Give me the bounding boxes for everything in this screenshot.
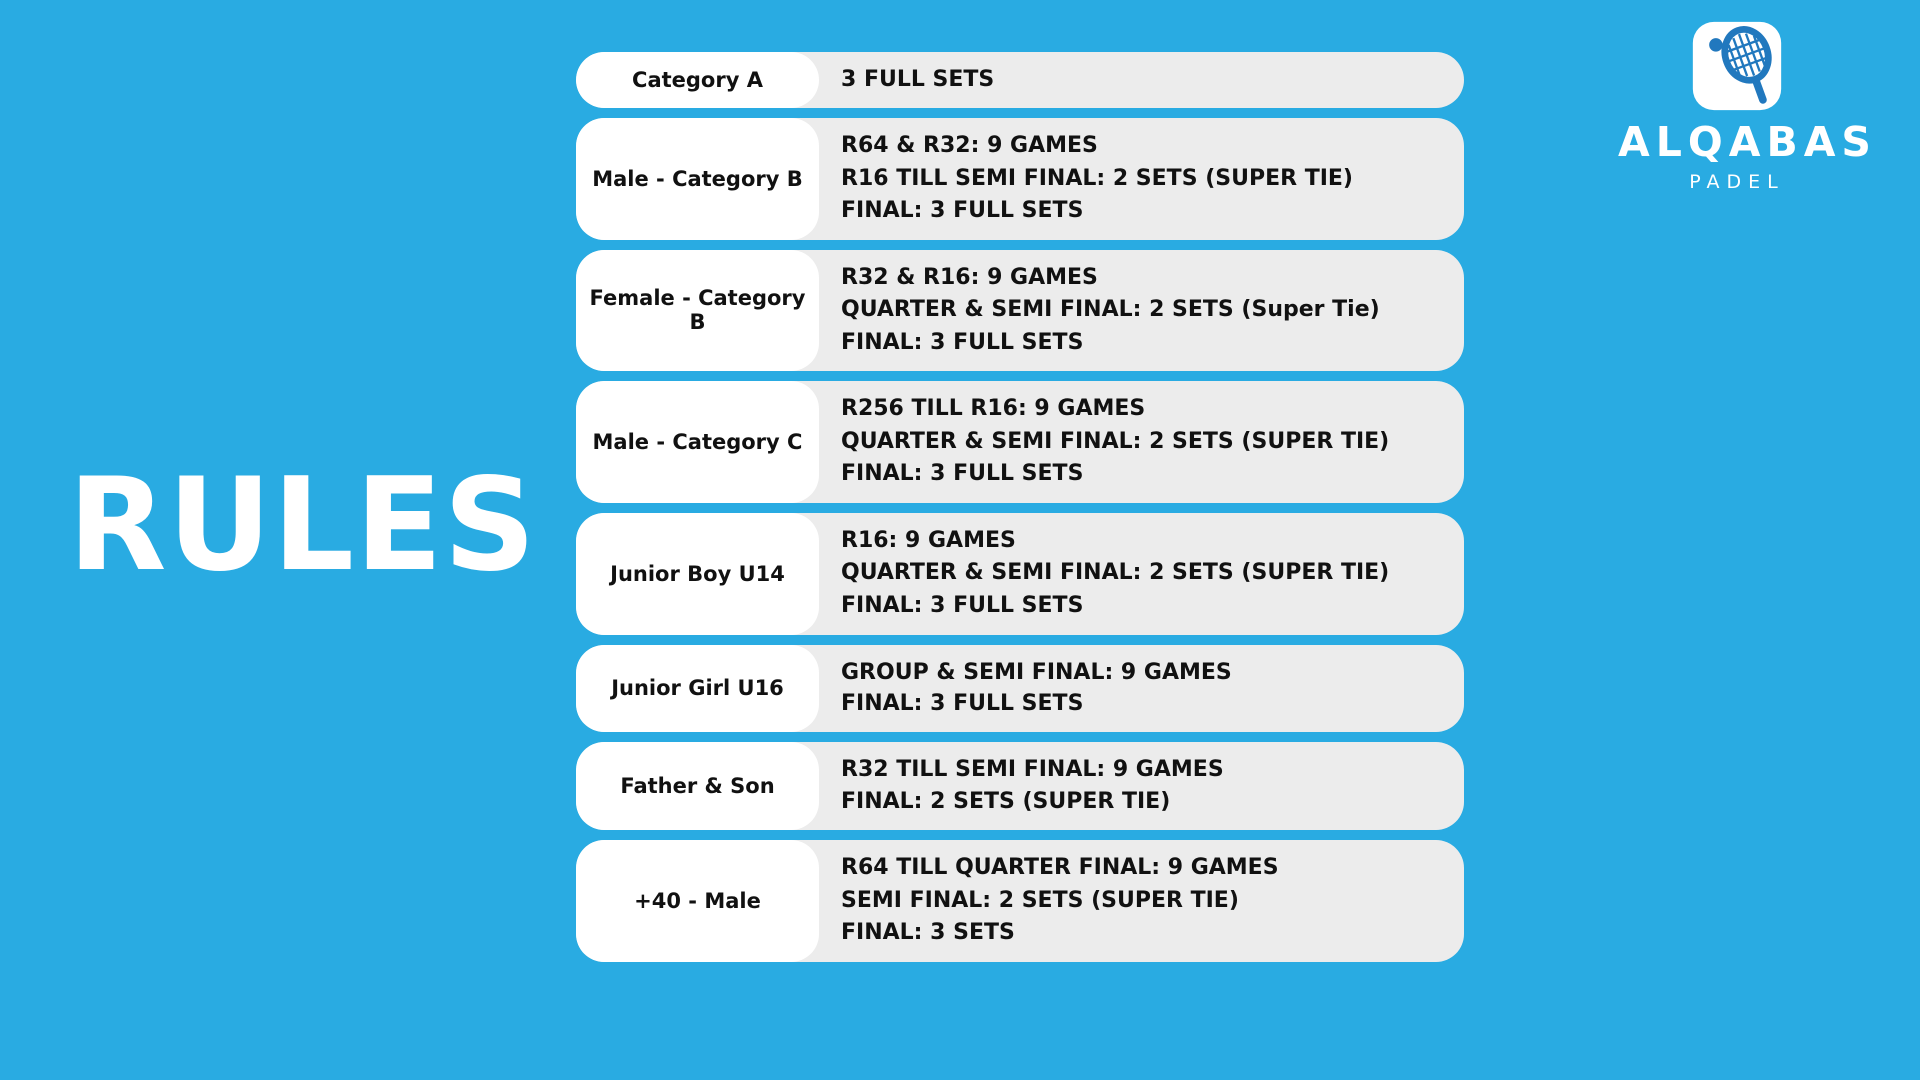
rule-line: GROUP & SEMI FINAL: 9 GAMES <box>841 659 1232 685</box>
rule-line: QUARTER & SEMI FINAL: 2 SETS (Super Tie) <box>841 297 1380 323</box>
rule-detail <box>819 118 1464 240</box>
rule-row <box>576 513 1464 635</box>
rule-line: R16 TILL SEMI FINAL: 2 SETS (SUPER TIE) <box>841 165 1353 191</box>
rule-line: R16: 9 GAMES <box>841 527 1016 553</box>
rule-detail <box>819 381 1464 503</box>
page-title: RULES <box>68 451 537 600</box>
rule-category: Junior Boy U14 <box>576 513 819 635</box>
rule-line: FINAL: 3 FULL SETS <box>841 593 1084 619</box>
rule-line: QUARTER & SEMI FINAL: 2 SETS (SUPER TIE) <box>841 560 1390 586</box>
padel-racket-icon <box>1689 18 1785 114</box>
rule-line: FINAL: 3 FULL SETS <box>841 461 1084 487</box>
rule-line: R32 & R16: 9 GAMES <box>841 264 1098 290</box>
rule-line: 3 FULL SETS <box>841 67 995 93</box>
rule-line: QUARTER & SEMI FINAL: 2 SETS (SUPER TIE) <box>841 428 1390 454</box>
rule-detail <box>819 645 1464 733</box>
rule-row <box>576 645 1464 733</box>
rule-line: FINAL: 3 FULL SETS <box>841 691 1084 717</box>
rule-detail <box>819 840 1464 962</box>
brand-subtitle: PADEL <box>1689 171 1785 193</box>
rule-category: Male - Category C <box>576 381 819 503</box>
rule-row <box>576 381 1464 503</box>
rule-line: SEMI FINAL: 2 SETS (SUPER TIE) <box>841 887 1239 913</box>
rule-detail <box>819 742 1464 830</box>
rule-detail <box>819 52 1464 108</box>
rule-line: R64 TILL QUARTER FINAL: 9 GAMES <box>841 855 1279 881</box>
rule-category: +40 - Male <box>576 840 819 962</box>
rule-line: R64 & R32: 9 GAMES <box>841 133 1098 158</box>
rule-row <box>576 840 1464 962</box>
rule-line: FINAL: 2 SETS (SUPER TIE) <box>841 789 1171 815</box>
rule-category: Category A <box>576 52 819 108</box>
rule-row <box>576 52 1464 108</box>
rule-category: Father & Son <box>576 742 819 830</box>
rule-row <box>576 742 1464 830</box>
rule-line: R256 TILL R16: 9 GAMES <box>841 396 1146 422</box>
rule-line: R32 TILL SEMI FINAL: 9 GAMES <box>841 757 1224 783</box>
rule-detail <box>819 513 1464 635</box>
rules-list <box>576 52 1464 972</box>
rule-category: Male - Category B <box>576 118 819 240</box>
rule-line: FINAL: 3 FULL SETS <box>841 329 1084 355</box>
rule-row <box>576 118 1464 240</box>
rule-line: FINAL: 3 FULL SETS <box>841 198 1084 224</box>
rule-line: FINAL: 3 SETS <box>841 920 1015 946</box>
rule-category: Female - Category B <box>576 250 819 372</box>
brand-name: ALQABAS <box>1618 118 1877 166</box>
brand-logo <box>1618 18 1877 193</box>
rule-detail <box>819 250 1464 372</box>
rule-row <box>576 250 1464 372</box>
rule-category: Junior Girl U16 <box>576 645 819 733</box>
